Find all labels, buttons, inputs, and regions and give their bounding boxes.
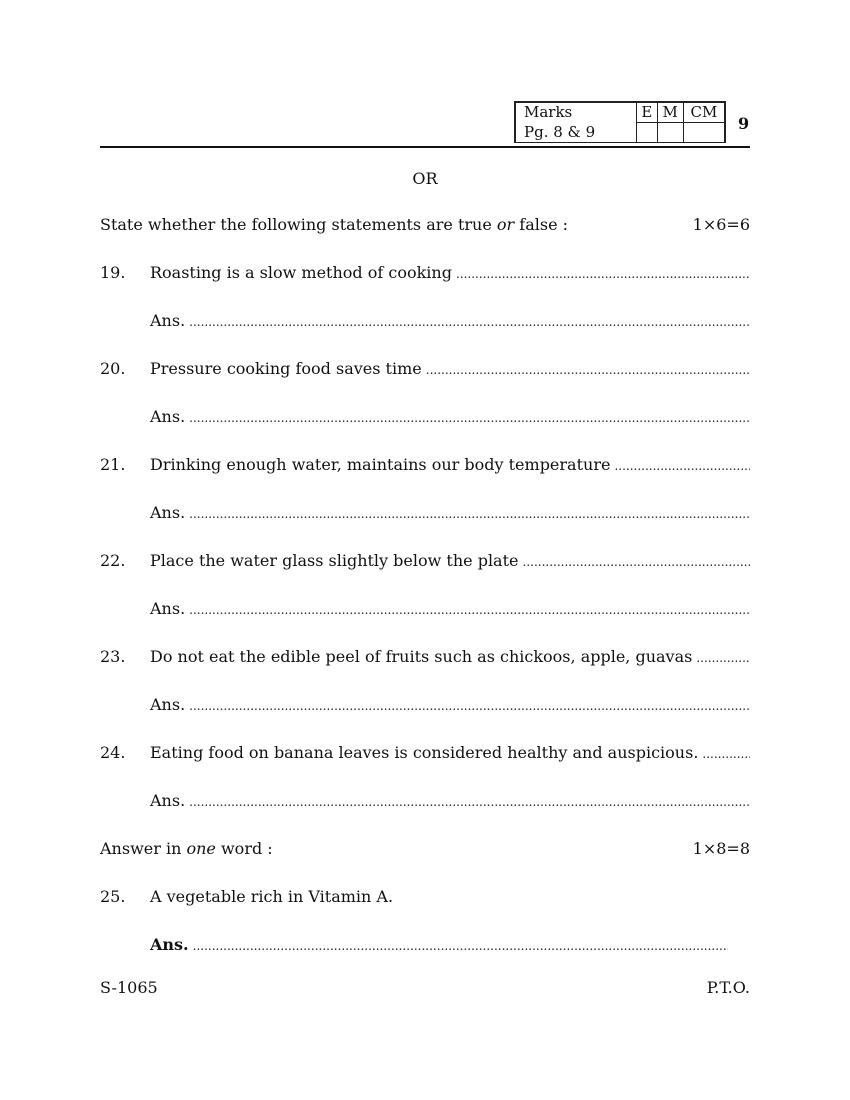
answer-label: Ans. (150, 695, 186, 714)
answer-label: Ans. (150, 599, 186, 618)
answer-blank[interactable] (614, 459, 750, 473)
answer-row (100, 791, 750, 813)
question-row (100, 455, 750, 477)
answer-label: Ans. (150, 503, 186, 522)
question-text: A vegetable rich in Vitamin A. (150, 887, 394, 906)
answer-row (100, 935, 728, 957)
answer-row (100, 695, 750, 717)
answer-line[interactable] (189, 795, 750, 809)
pto-label: P.T.O. (706, 978, 750, 997)
instruction-start: Answer in (100, 839, 182, 858)
answer-label: Ans. (150, 935, 189, 954)
instruction-text (100, 215, 568, 234)
pages-label: Pg. 8 & 9 (516, 123, 637, 143)
answer-line[interactable] (189, 411, 750, 425)
instruction-start: State whether the following statements are true (100, 215, 492, 234)
marks-cell-e (637, 123, 658, 143)
question-text: Drinking enough water, maintains our body temperature (150, 455, 611, 474)
instruction-end: false : (519, 215, 569, 234)
answer-blank[interactable] (696, 651, 750, 665)
question-row (100, 263, 750, 285)
section-tf-instruction (100, 215, 750, 237)
answer-line[interactable] (189, 315, 750, 329)
instruction-end: word : (220, 839, 273, 858)
paper-code: S-1065 (100, 978, 158, 997)
answer-row (100, 407, 750, 429)
question-text: Do not eat the edible peel of fruits such as chickoos, apple, guavas (150, 647, 693, 666)
marks-cell-m (657, 123, 683, 143)
marks-cell-cm (683, 123, 724, 143)
question-text: Place the water glass slightly below the plate (150, 551, 519, 570)
answer-line[interactable] (189, 603, 750, 617)
answer-row (100, 311, 750, 333)
marks-label: Marks (516, 103, 637, 123)
answer-label: Ans. (150, 407, 186, 426)
instruction-one: one (186, 839, 216, 858)
question-number: 19. (100, 263, 126, 282)
marks-col-cm: CM (683, 103, 724, 123)
question-number: 20. (100, 359, 126, 378)
answer-blank[interactable] (456, 267, 750, 281)
marks-col-m: M (657, 103, 683, 123)
question-number: 25. (100, 887, 126, 906)
question-row (100, 551, 750, 573)
instruction-or: or (496, 215, 515, 234)
answer-line[interactable] (193, 939, 728, 953)
question-number: 24. (100, 743, 126, 762)
answer-row (100, 503, 750, 525)
answer-line[interactable] (189, 507, 750, 521)
question-number: 22. (100, 551, 126, 570)
question-text: Pressure cooking food saves time (150, 359, 422, 378)
answer-blank[interactable] (426, 363, 750, 377)
question-row (100, 647, 750, 669)
question-text: Eating food on banana leaves is considered healthy and auspicious. (150, 743, 699, 762)
marks-box (514, 101, 726, 143)
question-row (100, 743, 750, 765)
answer-blank[interactable] (523, 555, 751, 569)
answer-row (100, 599, 750, 621)
section-one-word-instruction (100, 839, 750, 861)
page-footer (100, 978, 750, 997)
instruction-text (100, 839, 273, 858)
question-number: 21. (100, 455, 126, 474)
answer-label: Ans. (150, 791, 186, 810)
question-text: Roasting is a slow method of cooking (150, 263, 452, 282)
answer-line[interactable] (189, 699, 750, 713)
header-rule (100, 146, 750, 148)
section-one-word-marks: 1×8=8 (692, 839, 750, 858)
or-divider: OR (412, 169, 438, 188)
answer-label: Ans. (150, 311, 186, 330)
question-number: 23. (100, 647, 126, 666)
section-tf-marks: 1×6=6 (692, 215, 750, 234)
marks-col-e: E (637, 103, 658, 123)
answer-blank[interactable] (702, 747, 750, 761)
question-row (100, 359, 750, 381)
question-row (100, 887, 750, 909)
page-number: 9 (738, 114, 750, 133)
